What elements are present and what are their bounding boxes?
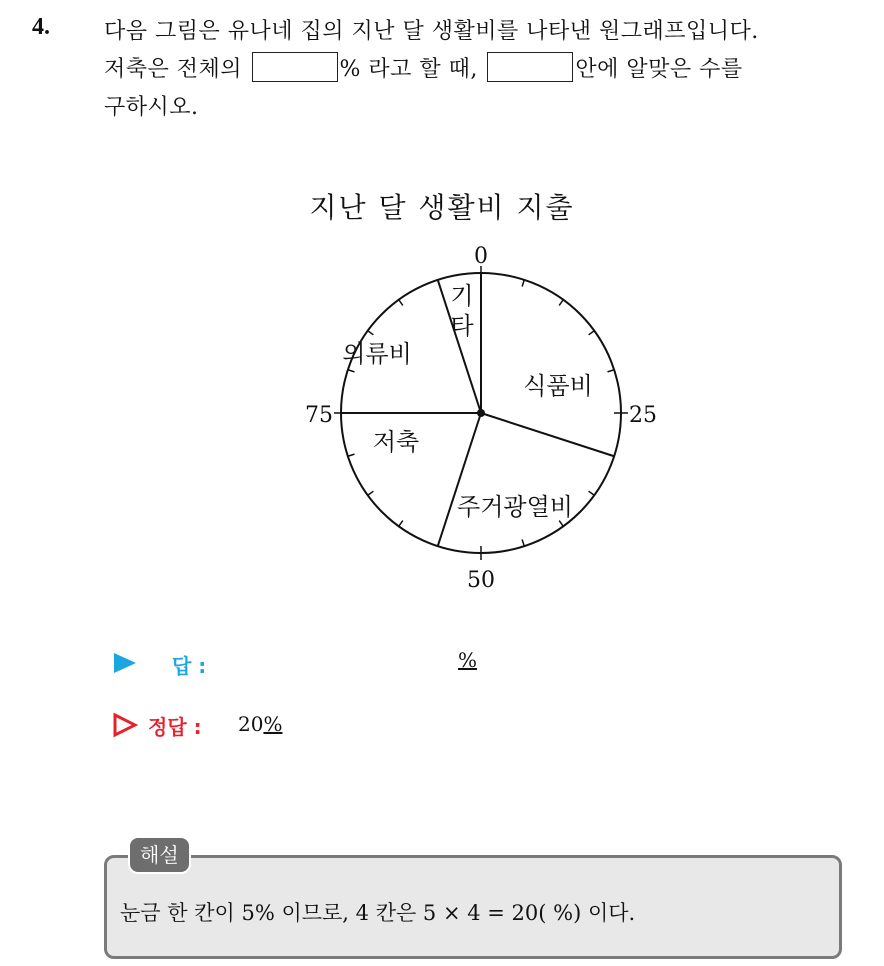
answer-label: 답 : [172,654,207,678]
question-line-2 [104,52,743,83]
answer-blank-2 [487,52,573,82]
question-text-c: 안에 알맞은 수를 [575,57,743,82]
correct-marker-icon [112,712,138,738]
question-number: 4. [32,14,50,40]
slice-label: 타 [450,312,474,340]
tick-label: 75 [305,403,333,428]
question-line-3: 구하시오. [104,95,199,120]
slice-label: 의류비 [342,340,412,368]
question-text-a: 저축은 전체의 [104,57,243,82]
question-text-b: % 라고 할 때, [339,57,478,82]
tick-label: 0 [474,244,488,269]
answer-marker-icon [112,651,138,675]
solution-text: 눈금 한 칸이 5% 이므로, 4 칸은 5 × 4 = 20( %) 이다. [120,901,636,925]
center-dot [477,409,485,417]
slice-label: 기 [450,282,474,310]
answer-blank-1 [252,52,338,82]
tick-label: 25 [629,403,657,428]
tick-label: 50 [467,568,495,593]
correct-label: 정답 : [148,715,202,739]
pie-chart [290,232,670,602]
answer-unit: % [458,648,478,672]
slice-label: 식품비 [523,372,593,400]
correct-answer: 20% [238,712,283,736]
chart-title: 지난 달 생활비 지출 [309,191,575,224]
slice-label: 주거광열비 [457,493,573,521]
question-line-1: 다음 그림은 유나네 집의 지난 달 생활비를 나타낸 원그래프입니다. [104,19,759,44]
solution-tag: 해설 [128,836,191,874]
slice-label: 저축 [372,428,420,456]
